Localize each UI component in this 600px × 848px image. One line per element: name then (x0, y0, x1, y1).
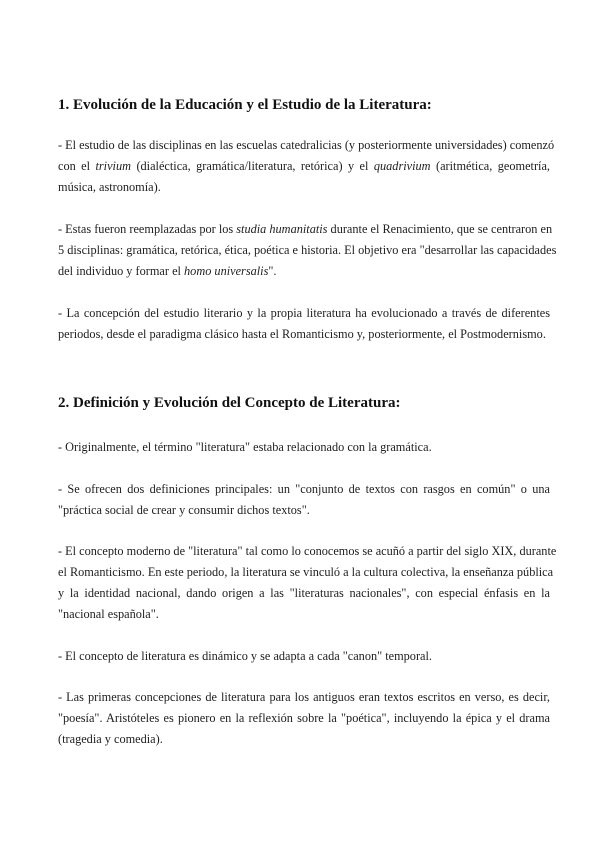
italic-term: studia humanitatis (236, 222, 328, 236)
paragraph (58, 687, 550, 750)
text-run: (aritmética, geometría, (430, 159, 550, 173)
text-line (58, 303, 550, 324)
text-line (58, 583, 550, 604)
text-run: - La concepción del estudio literario y la propia literatura ha evolucionado a través de diferentes (58, 306, 550, 320)
text-line (58, 562, 554, 583)
text-run: el Romanticismo. En este periodo, la literatura se vinculó a la cultura colectiva, la enseñanza pública (58, 565, 554, 579)
text-line (58, 687, 550, 708)
text-run: "poesía". Aristóteles es pionero en la reflexión sobre la "poética", incluyendo la épica y el drama (58, 711, 550, 725)
text-line (58, 708, 550, 729)
text-run: con el (58, 159, 96, 173)
text-run: - Estas fueron reemplazadas por los (58, 222, 237, 236)
text-line (58, 437, 550, 458)
text-run: - Las primeras concepciones de literatura para los antiguos eran textos escritos en verso, es decir, (58, 690, 550, 704)
text-line (58, 177, 550, 198)
text-run: del individuo y formar el (58, 264, 185, 278)
paragraph (58, 135, 555, 198)
paragraph (58, 303, 550, 345)
text-line (58, 135, 555, 156)
paragraph (58, 646, 550, 667)
italic-term: homo universalis (184, 264, 269, 278)
text-line (58, 541, 557, 562)
text-run: - El concepto moderno de "literatura" tal como lo conocemos se acuñó a partir del siglo XIX, durante (58, 544, 557, 558)
text-run: - Se ofrecen dos definiciones principales: un "conjunto de textos con rasgos en común" o una (58, 482, 550, 496)
text-line (58, 240, 557, 261)
text-line (58, 261, 550, 282)
text-run: (tragedia y comedia). (58, 732, 163, 746)
text-line (58, 156, 550, 177)
paragraph (58, 479, 550, 521)
text-run: - El concepto de literatura es dinámico y se adapta a cada "canon" temporal. (58, 649, 432, 663)
text-run: (dialéctica, gramática/literatura, retórica) y el (131, 159, 374, 173)
text-run: música, astronomía). (58, 180, 161, 194)
text-run: y la identidad nacional, dando origen a las "literaturas nacionales", con especial énfasis en la (58, 586, 550, 600)
text-run: durante el Renacimiento, que se centraron en (327, 222, 553, 236)
text-line (58, 729, 550, 750)
paragraph (58, 437, 550, 458)
text-line (58, 324, 550, 345)
text-run: - El estudio de las disciplinas en las escuelas catedralicias (y posteriormente universidades) comenzó (58, 138, 555, 152)
text-line (58, 219, 553, 240)
text-line (58, 500, 550, 521)
text-run: periodos, desde el paradigma clásico hasta el Romanticismo y, posteriormente, el Postmodernismo. (58, 327, 546, 341)
text-run: "nacional española". (58, 607, 159, 621)
paragraph (58, 541, 557, 625)
text-line (58, 646, 550, 667)
text-line (58, 604, 550, 625)
text-run: ". (268, 264, 277, 278)
text-run: 5 disciplinas: gramática, retórica, ética, poética e historia. El objetivo era "desarrollar las capacidades (58, 243, 557, 257)
section-heading: 2. Definición y Evolución del Concepto de Literatura: (58, 395, 401, 411)
text-run: - Originalmente, el término "literatura" estaba relacionado con la gramática. (58, 440, 432, 454)
paragraph (58, 219, 557, 282)
italic-term: quadrivium (373, 159, 431, 173)
section-heading: 1. Evolución de la Educación y el Estudio de la Literatura: (58, 97, 432, 113)
text-line (58, 479, 550, 500)
text-run: "práctica social de crear y consumir dichos textos". (58, 503, 310, 517)
italic-term: trivium (95, 159, 132, 173)
